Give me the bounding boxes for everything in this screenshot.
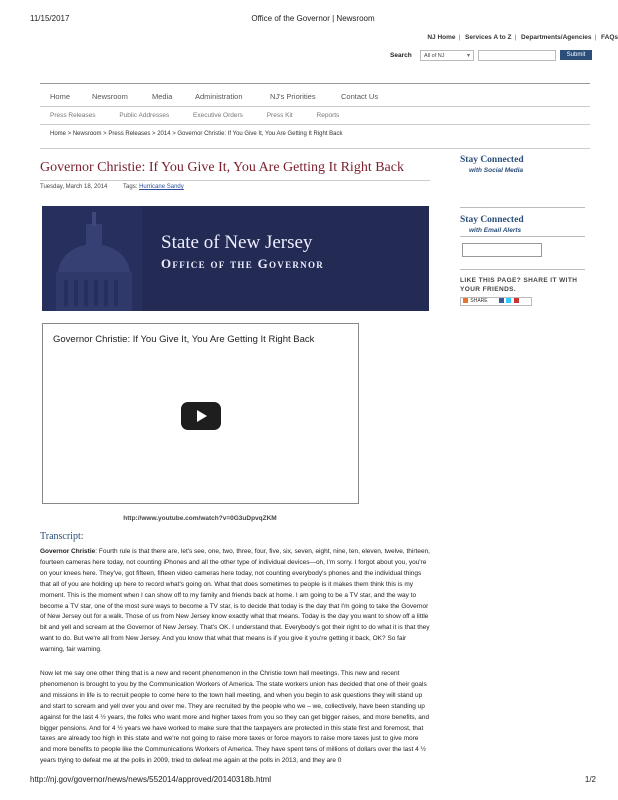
subnav-press-releases[interactable]: Press Releases <box>50 112 96 119</box>
divider <box>40 180 430 181</box>
print-footer <box>30 775 596 784</box>
subnav-public-addresses[interactable]: Public Addresses <box>119 112 170 119</box>
util-link-services[interactable]: Services A to Z <box>465 34 512 41</box>
banner-state: State of New Jersey <box>161 232 313 253</box>
main-nav <box>40 83 590 107</box>
subnav-executive-orders[interactable]: Executive Orders <box>193 112 243 119</box>
share-icon <box>463 298 468 303</box>
sub-nav <box>50 112 361 119</box>
search-scope-select[interactable] <box>420 50 474 61</box>
divider <box>40 124 590 125</box>
print-url: http://nj.gov/governor/news/news/552014/approved/20140318b.html <box>30 775 272 784</box>
article-date: Tuesday, March 18, 2014 <box>40 184 108 190</box>
divider <box>460 236 585 237</box>
utility-nav: NJ Home | Services A to Z | Departments/Agencies | FAQs <box>427 34 618 41</box>
transcript-heading: Transcript: <box>40 531 84 542</box>
transcript-paragraph <box>40 547 430 656</box>
twitter-icon <box>506 298 511 303</box>
util-link-faqs[interactable]: FAQs <box>601 34 618 41</box>
email-icon <box>514 298 519 303</box>
article-meta <box>40 184 184 190</box>
nav-priorities[interactable]: NJ's Priorities <box>270 92 316 101</box>
divider <box>40 148 590 149</box>
util-link-departments[interactable]: Departments/Agencies <box>521 34 592 41</box>
util-link-nj-home[interactable]: NJ Home <box>427 34 456 41</box>
nav-media[interactable]: Media <box>152 92 173 101</box>
transcript-text: : Fourth rule is that there are, let's see, one, two, three, four, five, six, seven, eight, nine, ten, eleven, twelve, thirteen, fourteen cameras here today, not counting iPhones and all the other type of individual devices—oh, I'm sorry. I forgot about you, you're on your knees here. They've, got fifteen, fifteen video cameras here today, not counting everybody's phones and the individual things that all of you are holding up here to record what's going on. What that does sometimes to people is it makes them think this is my moment. This is the moment when I can show off to my family and friends back at home. I am going to be a TV star, and the way to become a TV star, one of the most sure ways to become a TV star, is to decide that today is the day that I'm going to take the Governor of New Jersey out for a walk. Those of us from New Jersey know exactly what that means. Today is the day you want to show off a little bit and yell and scream at the Governor of New Jersey. That's OK. I understand that. Everybody's got their right to do what it is that they want to do. But we're all from New Jersey. And you know that what that means is if you give it you're getting it back, OK? So fair warning, fair warning. <box>40 548 430 654</box>
video-title[interactable]: Governor Christie: If You Give It, You Are Getting It Right Back <box>53 334 315 345</box>
breadcrumb[interactable]: Home > Newsroom > Press Releases > 2014 > Governor Christie: If You Give It, You Are Getting It Right Back <box>50 131 343 137</box>
tag-link[interactable]: Hurricane Sandy <box>139 184 184 190</box>
divider <box>460 207 585 208</box>
governor-banner <box>42 206 429 311</box>
divider <box>460 269 585 270</box>
video-embed[interactable] <box>42 323 359 504</box>
speaker-name: Governor Christie <box>40 548 96 555</box>
search-submit-button[interactable]: Submit <box>560 50 592 60</box>
nav-newsroom[interactable]: Newsroom <box>92 92 128 101</box>
share-prompt: LIKE THIS PAGE? SHARE IT WITH YOUR FRIENDS. <box>460 277 578 293</box>
capitol-dome-icon <box>42 206 142 311</box>
subnav-reports[interactable]: Reports <box>316 112 340 119</box>
stay-connected-social-sub[interactable]: with Social Media <box>469 167 524 174</box>
chevron-down-icon: ▾ <box>466 53 470 59</box>
banner-office: Office of the Governor <box>161 256 325 271</box>
search-label: Search <box>390 52 412 59</box>
search-input[interactable] <box>478 50 556 61</box>
search-bar <box>390 50 610 62</box>
play-icon <box>197 410 207 422</box>
nav-home[interactable]: Home <box>50 92 71 101</box>
share-label: SHARE <box>470 298 488 304</box>
stay-connected-social-title[interactable]: Stay Connected <box>460 155 524 165</box>
stay-connected-email-sub[interactable]: with Email Alerts <box>469 227 522 234</box>
subnav-press-kit[interactable]: Press Kit <box>266 112 293 119</box>
facebook-icon <box>499 298 504 303</box>
transcript-paragraph: Now let me say one other thing that is a new and recent phenomenon in the Christie town hall meetings. This new and recent phenomenon is brought to you by the Communication Workers of America. The state workers union has decided that one of their goals and missions in life is to recruit people to come here to the town hall meeting, and when you begin to ask questions they will stand up and start to scream and yell over you and over me. They are recruited by the people who we – we, collectively, have been standing up against for the last 4 ½ years, the folks who want more and higher taxes from you so they can get bigger raises, and more benefits, and bigger pensions. And for 4 ½ years we have worked to make sure that the taxpayers are protected in this state first and foremost, that taxes are already too high in this state and we're not going to raise more taxes or force mayors to raise more taxes just to give more and more benefits to people like the Communications Workers of America. They have spent tens of millions of dollars over the last 4 ½ years trying to defeat me at the polls in 2009, tried to defeat me again at the polls in 2013, and they are 0 <box>40 670 430 765</box>
stay-connected-email-title[interactable]: Stay Connected <box>460 215 524 225</box>
nav-contact[interactable]: Contact Us <box>341 92 379 101</box>
email-field[interactable] <box>462 243 542 257</box>
page-title: Governor Christie: If You Give It, You Are Getting It Right Back <box>40 160 404 175</box>
nav-administration[interactable]: Administration <box>195 92 243 101</box>
print-title: Office of the Governor | Newsroom <box>251 14 375 23</box>
share-button[interactable] <box>460 297 532 306</box>
print-header <box>30 14 596 26</box>
page-number: 1/2 <box>584 775 596 784</box>
search-scope-value: All of NJ <box>424 53 445 59</box>
video-url[interactable]: http://www.youtube.com/watch?v=0G3uDpvqZKM <box>123 515 277 522</box>
print-date: 11/15/2017 <box>30 14 70 23</box>
play-button[interactable] <box>181 402 221 430</box>
tags-label: Tags: <box>123 184 138 190</box>
